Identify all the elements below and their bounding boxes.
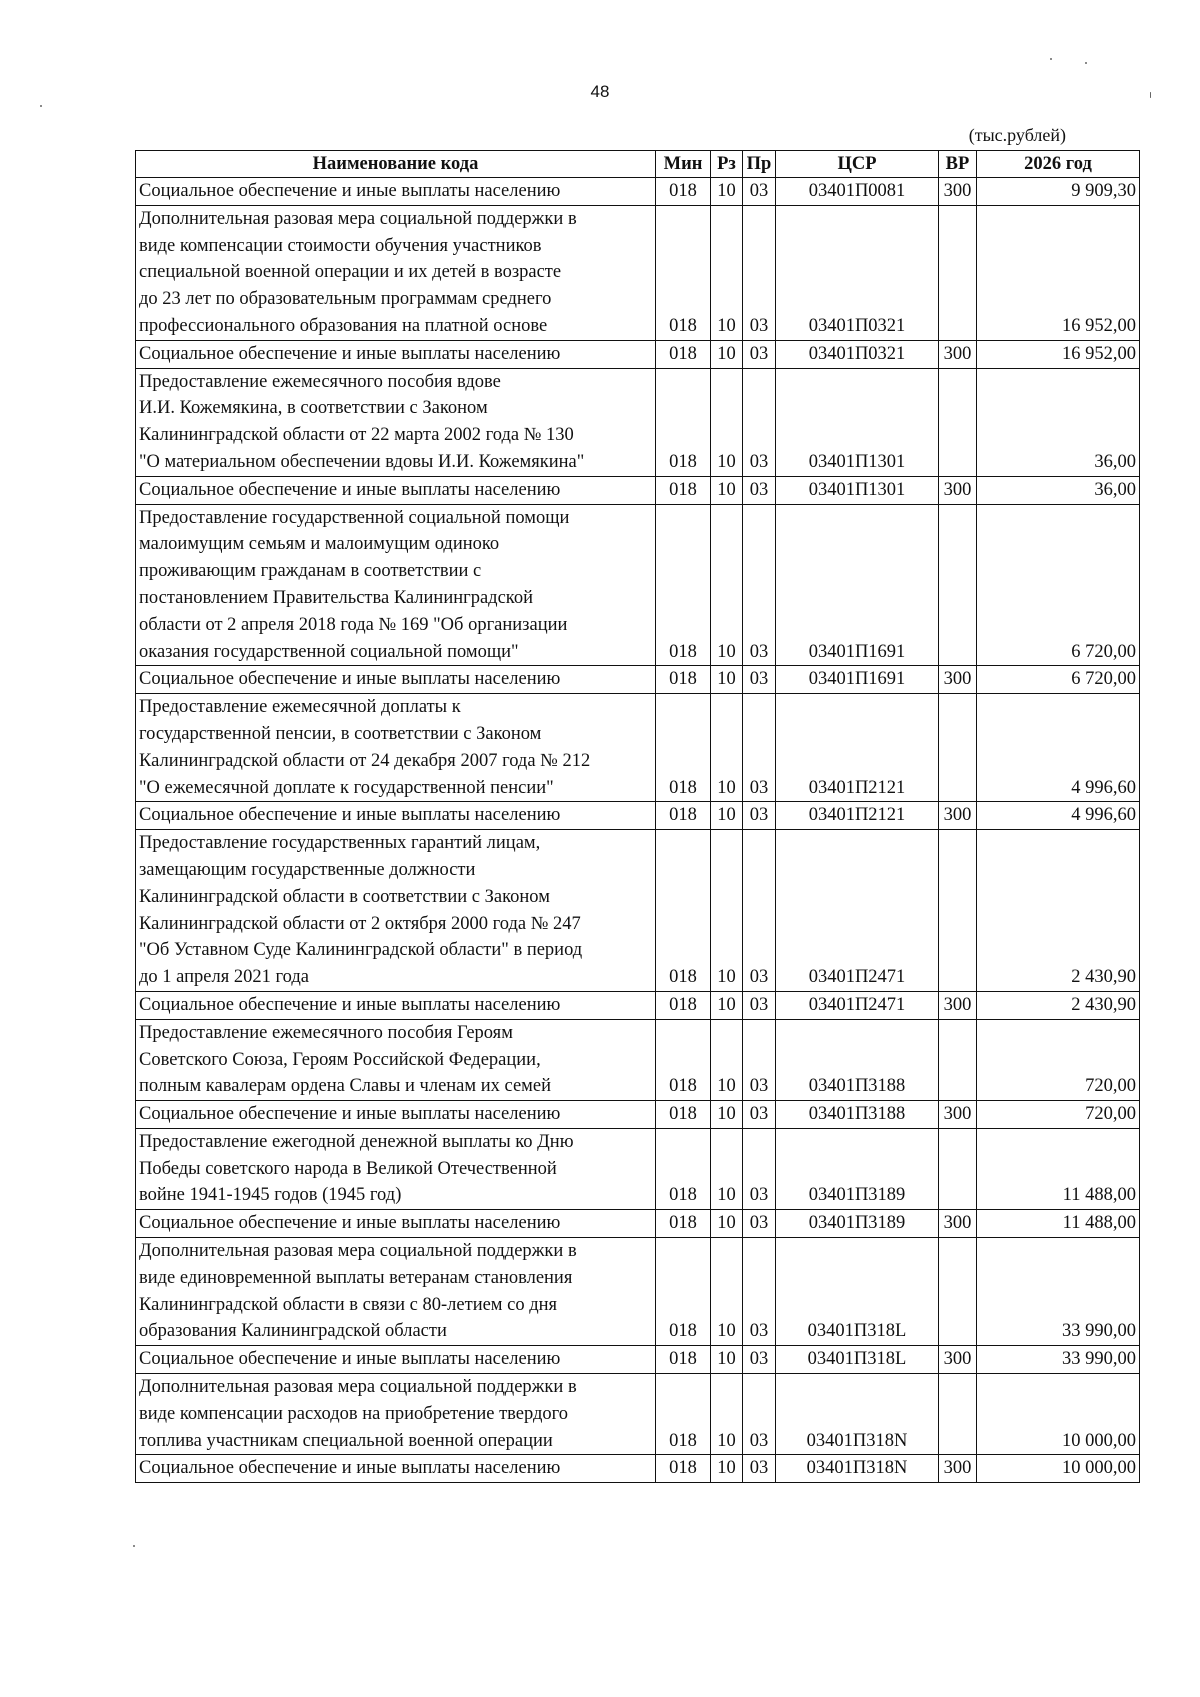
cell-vr <box>939 1019 977 1100</box>
cell-pr: 03 <box>743 1210 776 1238</box>
cell-rz: 10 <box>711 178 743 206</box>
cell-csr: 03401П318N <box>776 1374 939 1455</box>
cell-name: Социальное обеспечение и иные выплаты населению <box>136 340 656 368</box>
cell-vr: 300 <box>939 802 977 830</box>
cell-amount: 11 488,00 <box>977 1128 1140 1209</box>
table-row <box>136 504 1140 666</box>
cell-name: Дополнительная разовая мера социальной поддержки в виде компенсации расходов на приобретение твердого топлива участникам специальной военной операции <box>136 1374 656 1455</box>
table-row <box>136 476 1140 504</box>
cell-pr: 03 <box>743 666 776 694</box>
cell-amount: 2 430,90 <box>977 991 1140 1019</box>
table-row <box>136 666 1140 694</box>
cell-rz: 10 <box>711 504 743 666</box>
cell-name: Дополнительная разовая мера социальной поддержки в виде компенсации стоимости обучения участников специальной военной операции и их детей в возрасте до 23 лет по образовательным программам среднего профессионального образования на платной основе <box>136 205 656 340</box>
cell-pr: 03 <box>743 1019 776 1100</box>
cell-amount: 2 430,90 <box>977 830 1140 992</box>
cell-name: Социальное обеспечение и иные выплаты населению <box>136 1455 656 1483</box>
cell-name: Предоставление ежемесячного пособия вдове И.И. Кожемякина, в соответствии с Законом Калининградской области от 22 марта 2002 года № 130 "О материальном обеспечении вдовы И.И. Кожемякина" <box>136 368 656 476</box>
table-header-row <box>136 151 1140 178</box>
cell-rz: 10 <box>711 1346 743 1374</box>
cell-amount: 4 996,60 <box>977 802 1140 830</box>
cell-name: Социальное обеспечение и иные выплаты населению <box>136 1346 656 1374</box>
cell-rz: 10 <box>711 368 743 476</box>
cell-csr: 03401П0081 <box>776 178 939 206</box>
cell-vr <box>939 504 977 666</box>
cell-min: 018 <box>656 1128 711 1209</box>
scan-speck <box>40 105 42 107</box>
cell-amount: 16 952,00 <box>977 205 1140 340</box>
table-row <box>136 1374 1140 1455</box>
cell-amount: 11 488,00 <box>977 1210 1140 1238</box>
table-row <box>136 178 1140 206</box>
cell-rz: 10 <box>711 802 743 830</box>
header-csr: ЦСР <box>776 151 939 178</box>
header-amount: 2026 год <box>977 151 1140 178</box>
scan-speck <box>1050 58 1052 60</box>
table-row <box>136 205 1140 340</box>
cell-amount: 4 996,60 <box>977 694 1140 802</box>
cell-rz: 10 <box>711 1019 743 1100</box>
table-row <box>136 1128 1140 1209</box>
table-row <box>136 1238 1140 1346</box>
cell-amount: 33 990,00 <box>977 1346 1140 1374</box>
cell-name: Предоставление ежегодной денежной выплаты ко Дню Победы советского народа в Великой Отечественной войне 1941-1945 годов (1945 год) <box>136 1128 656 1209</box>
header-min: Мин <box>656 151 711 178</box>
table-row <box>136 1019 1140 1100</box>
cell-pr: 03 <box>743 178 776 206</box>
cell-csr: 03401П3188 <box>776 1101 939 1129</box>
cell-name: Социальное обеспечение и иные выплаты населению <box>136 1101 656 1129</box>
header-rz: Рз <box>711 151 743 178</box>
cell-vr <box>939 694 977 802</box>
cell-pr: 03 <box>743 340 776 368</box>
cell-min: 018 <box>656 1346 711 1374</box>
cell-rz: 10 <box>711 1238 743 1346</box>
cell-min: 018 <box>656 1238 711 1346</box>
budget-table <box>135 150 1140 1483</box>
cell-csr: 03401П2471 <box>776 830 939 992</box>
cell-rz: 10 <box>711 1210 743 1238</box>
cell-pr: 03 <box>743 504 776 666</box>
cell-csr: 03401П1691 <box>776 666 939 694</box>
cell-pr: 03 <box>743 205 776 340</box>
cell-pr: 03 <box>743 1101 776 1129</box>
cell-pr: 03 <box>743 1374 776 1455</box>
cell-vr: 300 <box>939 476 977 504</box>
cell-min: 018 <box>656 666 711 694</box>
cell-pr: 03 <box>743 368 776 476</box>
cell-csr: 03401П1691 <box>776 504 939 666</box>
cell-rz: 10 <box>711 991 743 1019</box>
cell-name: Социальное обеспечение и иные выплаты населению <box>136 1210 656 1238</box>
cell-name: Предоставление ежемесячной доплаты к государственной пенсии, в соответствии с Законом Калининградской области от 24 декабря 2007 года № 212 "О ежемесячной доплате к государственной пенсии" <box>136 694 656 802</box>
cell-amount: 16 952,00 <box>977 340 1140 368</box>
cell-vr: 300 <box>939 1210 977 1238</box>
cell-vr <box>939 205 977 340</box>
header-name: Наименование кода <box>136 151 656 178</box>
cell-vr <box>939 830 977 992</box>
cell-name: Социальное обеспечение и иные выплаты населению <box>136 178 656 206</box>
cell-amount: 6 720,00 <box>977 504 1140 666</box>
cell-pr: 03 <box>743 830 776 992</box>
table-row <box>136 1455 1140 1483</box>
cell-pr: 03 <box>743 991 776 1019</box>
cell-min: 018 <box>656 802 711 830</box>
cell-amount: 9 909,30 <box>977 178 1140 206</box>
table-body <box>136 178 1140 1483</box>
cell-csr: 03401П0321 <box>776 205 939 340</box>
cell-vr <box>939 1238 977 1346</box>
cell-amount: 10 000,00 <box>977 1374 1140 1455</box>
cell-amount: 720,00 <box>977 1101 1140 1129</box>
cell-min: 018 <box>656 1374 711 1455</box>
cell-rz: 10 <box>711 1128 743 1209</box>
cell-csr: 03401П318L <box>776 1346 939 1374</box>
cell-min: 018 <box>656 694 711 802</box>
cell-name: Социальное обеспечение и иные выплаты населению <box>136 802 656 830</box>
cell-pr: 03 <box>743 476 776 504</box>
table-row <box>136 368 1140 476</box>
cell-vr <box>939 1374 977 1455</box>
cell-vr <box>939 1128 977 1209</box>
cell-pr: 03 <box>743 1128 776 1209</box>
cell-vr: 300 <box>939 178 977 206</box>
cell-rz: 10 <box>711 476 743 504</box>
table-row <box>136 991 1140 1019</box>
cell-vr <box>939 368 977 476</box>
scan-speck <box>1150 92 1151 98</box>
cell-name: Дополнительная разовая мера социальной поддержки в виде единовременной выплаты ветеранам становления Калининградской области в связи с 80-летием со дня образования Калининградской области <box>136 1238 656 1346</box>
cell-vr: 300 <box>939 991 977 1019</box>
cell-csr: 03401П3189 <box>776 1128 939 1209</box>
cell-csr: 03401П2121 <box>776 802 939 830</box>
cell-min: 018 <box>656 340 711 368</box>
table-row <box>136 1101 1140 1129</box>
cell-csr: 03401П318N <box>776 1455 939 1483</box>
cell-csr: 03401П2471 <box>776 991 939 1019</box>
table-row <box>136 830 1140 992</box>
scan-speck <box>133 1545 135 1547</box>
cell-amount: 10 000,00 <box>977 1455 1140 1483</box>
cell-vr: 300 <box>939 1455 977 1483</box>
cell-amount: 720,00 <box>977 1019 1140 1100</box>
cell-min: 018 <box>656 205 711 340</box>
cell-pr: 03 <box>743 802 776 830</box>
cell-rz: 10 <box>711 830 743 992</box>
cell-min: 018 <box>656 1210 711 1238</box>
cell-csr: 03401П0321 <box>776 340 939 368</box>
cell-name: Социальное обеспечение и иные выплаты населению <box>136 666 656 694</box>
cell-min: 018 <box>656 830 711 992</box>
cell-amount: 33 990,00 <box>977 1238 1140 1346</box>
units-label: (тыс.рублей) <box>968 125 1066 145</box>
cell-pr: 03 <box>743 1238 776 1346</box>
cell-rz: 10 <box>711 666 743 694</box>
cell-rz: 10 <box>711 1455 743 1483</box>
cell-min: 018 <box>656 504 711 666</box>
cell-csr: 03401П3189 <box>776 1210 939 1238</box>
header-vr: ВР <box>939 151 977 178</box>
cell-pr: 03 <box>743 694 776 802</box>
cell-pr: 03 <box>743 1455 776 1483</box>
cell-rz: 10 <box>711 205 743 340</box>
cell-csr: 03401П1301 <box>776 368 939 476</box>
page-number: 48 <box>590 82 610 101</box>
cell-min: 018 <box>656 178 711 206</box>
cell-csr: 03401П1301 <box>776 476 939 504</box>
table-row <box>136 1210 1140 1238</box>
cell-min: 018 <box>656 1101 711 1129</box>
cell-min: 018 <box>656 1455 711 1483</box>
cell-csr: 03401П3188 <box>776 1019 939 1100</box>
cell-min: 018 <box>656 476 711 504</box>
cell-name: Предоставление ежемесячного пособия Героям Советского Союза, Героям Российской Федерации, полным кавалерам ордена Славы и членам их семей <box>136 1019 656 1100</box>
cell-rz: 10 <box>711 694 743 802</box>
cell-vr: 300 <box>939 1101 977 1129</box>
cell-amount: 36,00 <box>977 476 1140 504</box>
table-row <box>136 694 1140 802</box>
table-row <box>136 340 1140 368</box>
scan-speck <box>1085 62 1087 64</box>
cell-amount: 36,00 <box>977 368 1140 476</box>
cell-name: Предоставление государственной социальной помощи малоимущим семьям и малоимущим одиноко проживающим гражданам в соответствии с постановлением Правительства Калининградской области от 2 апреля 2018 года № 169 "Об организации оказания государственной социальной помощи" <box>136 504 656 666</box>
cell-min: 018 <box>656 368 711 476</box>
table-row <box>136 802 1140 830</box>
cell-csr: 03401П318L <box>776 1238 939 1346</box>
cell-rz: 10 <box>711 1374 743 1455</box>
cell-name: Предоставление государственных гарантий лицам, замещающим государственные должности Калининградской области в соответствии с Законом Калининградской области от 2 октября 2000 года № 247 "Об Уставном Суде Калининградской области" в период до 1 апреля 2021 года <box>136 830 656 992</box>
cell-pr: 03 <box>743 1346 776 1374</box>
cell-vr: 300 <box>939 1346 977 1374</box>
cell-amount: 6 720,00 <box>977 666 1140 694</box>
table-row <box>136 1346 1140 1374</box>
cell-vr: 300 <box>939 340 977 368</box>
cell-rz: 10 <box>711 1101 743 1129</box>
cell-name: Социальное обеспечение и иные выплаты населению <box>136 991 656 1019</box>
cell-min: 018 <box>656 1019 711 1100</box>
cell-name: Социальное обеспечение и иные выплаты населению <box>136 476 656 504</box>
cell-rz: 10 <box>711 340 743 368</box>
cell-csr: 03401П2121 <box>776 694 939 802</box>
header-pr: Пр <box>743 151 776 178</box>
cell-min: 018 <box>656 991 711 1019</box>
cell-vr: 300 <box>939 666 977 694</box>
